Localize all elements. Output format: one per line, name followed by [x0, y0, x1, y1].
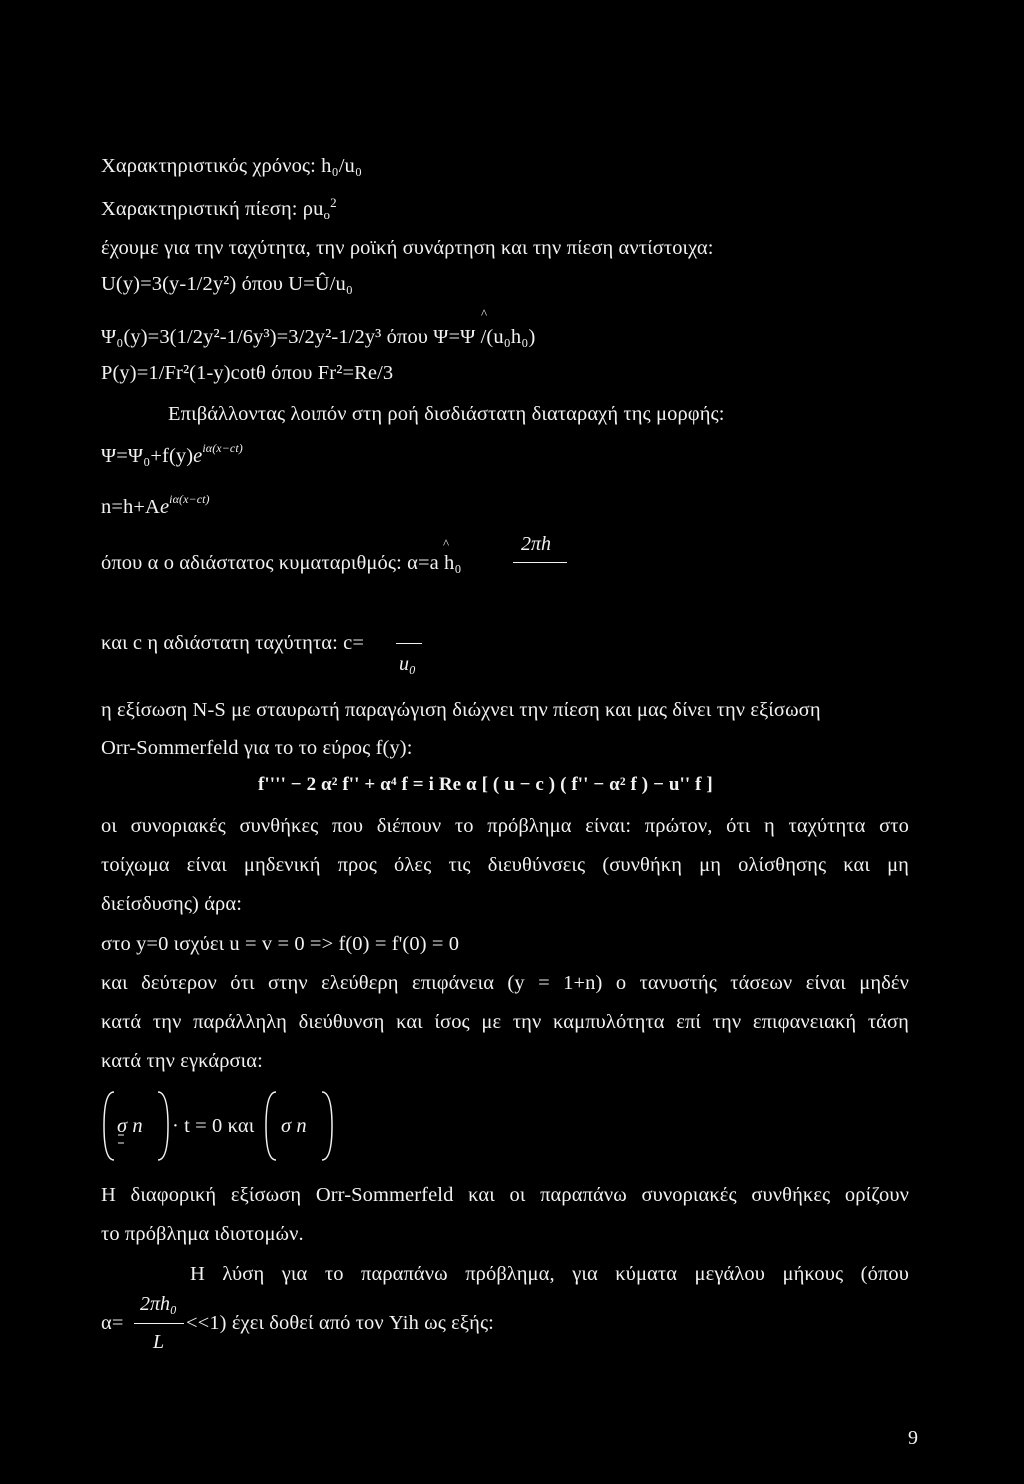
line-intro-velocity: έχουμε για την ταχύτητα, την ροϊκή συνάρτηση και την πίεση αντίστοιχα: — [101, 237, 714, 259]
stress-condition-text: · t = 0 και — [172, 1115, 255, 1137]
orr-sommerfeld-equation: f'''' − 2 α² f'' + α⁴ f = i Re α [ ( u − c ) ( f'' − α² f ) − u'' f ] — [258, 774, 713, 795]
line-characteristic-time: Χαρακτηριστικός χρόνος: h₀/u₀ — [101, 155, 363, 177]
line-stream-function: Ψ₀(y)=3(1/2y²-1/6y³)=3/2y²-1/2y³ όπου Ψ=Ψ /(u₀h₀) — [101, 326, 536, 348]
line-free-surface-1: και δεύτερον ότι στην ελεύθερη επιφάνεια (y = 1+n) ο τανυστής τάσεων είναι μηδέν — [101, 972, 909, 994]
line-solution-intro: Η λύση για το παραπάνω πρόβλημα, για κύματα μεγάλου μήκους (όπου — [190, 1263, 909, 1285]
line-boundary-2: τοίχωμα είναι μηδενική προς όλες τις διευθύνσεις (συνθήκη μη ολίσθησης και μη — [101, 854, 909, 876]
line-orr-sommerfeld-intro: Orr-Sommerfeld για το το εύρος f(y): — [101, 737, 413, 759]
fraction-denominator: u₀ — [399, 653, 416, 675]
hat-mark: ^ — [481, 306, 488, 321]
line-disturbance-psi: $\Psi=\Psi_0+f(y)e^{i\alpha(x-ct)}$ — [101, 441, 243, 467]
line-wall-condition: στο y=0 ισχύει u = v = 0 => f(0) = f'(0) = 0 — [101, 933, 460, 955]
line-free-surface-2: κατά την παράλληλη διεύθυνση και ίσος με την καμπυλότητα επί την επιφανειακή τάση — [101, 1011, 909, 1033]
line-boundary-1: οι συνοριακές συνθήκες που διέπουν το πρόβλημα είναι: πρώτον, ότι η ταχύτητα στο — [101, 815, 909, 837]
line-eigenproblem-1: Η διαφορική εξίσωση Orr-Sommerfeld και οι παραπάνω συνοριακές συνθήκες ορίζουν — [101, 1184, 909, 1206]
line-velocity-profile: U(y)=3(y-1/2y²) όπου U=Û/u₀ — [101, 273, 354, 295]
line-long-wave-pre: α= — [101, 1312, 124, 1334]
line-free-surface-3: κατά την εγκάρσια: — [101, 1050, 263, 1072]
fraction-numerator: 2πh — [521, 533, 552, 555]
fraction-bar — [134, 1323, 184, 1324]
page-number: 9 — [908, 1427, 918, 1449]
long-wave-denominator: L — [153, 1331, 165, 1353]
line-wave-speed: και c η αδιάστατη ταχύτητα: c= — [101, 632, 365, 654]
line-disturbance-height: $n=h+Ae^{i\alpha(x-ct)}$ — [101, 492, 210, 518]
line-characteristic-pressure: Χαρακτηριστική πίεση: $\rho u_o^2$ — [101, 195, 337, 222]
line-pressure-profile: P(y)=1/Fr²(1-y)cotθ όπου Fr²=Re/3 — [101, 362, 394, 384]
line-long-wave-post: <<1) έχει δοθεί από τον Yih ως εξής: — [186, 1312, 494, 1334]
line-wavenumber: όπου α ο αδιάστατος κυματαριθμός: α=a h₀ — [101, 552, 462, 574]
line-eigenproblem-2: το πρόβλημα ιδιοτομών. — [101, 1223, 304, 1245]
hat-mark: ^ — [443, 536, 450, 551]
line-disturbance-intro: Επιβάλλοντας λοιπόν στη ροή δισδιάστατη διαταραχή της μορφής: — [168, 403, 725, 425]
stress-tensor-right: σ n — [281, 1115, 307, 1137]
line-ns-equation: η εξίσωση N-S με σταυρωτή παραγώγιση διώχνει την πίεση και μας δίνει την εξίσωση — [101, 699, 821, 721]
stress-tensor-left: σ n — [117, 1115, 143, 1137]
line-boundary-3: διείσδυσης) άρα: — [101, 893, 243, 915]
fraction-bar — [513, 562, 567, 563]
fraction-bar — [396, 643, 422, 644]
long-wave-numerator: 2πh₀ — [140, 1293, 177, 1315]
